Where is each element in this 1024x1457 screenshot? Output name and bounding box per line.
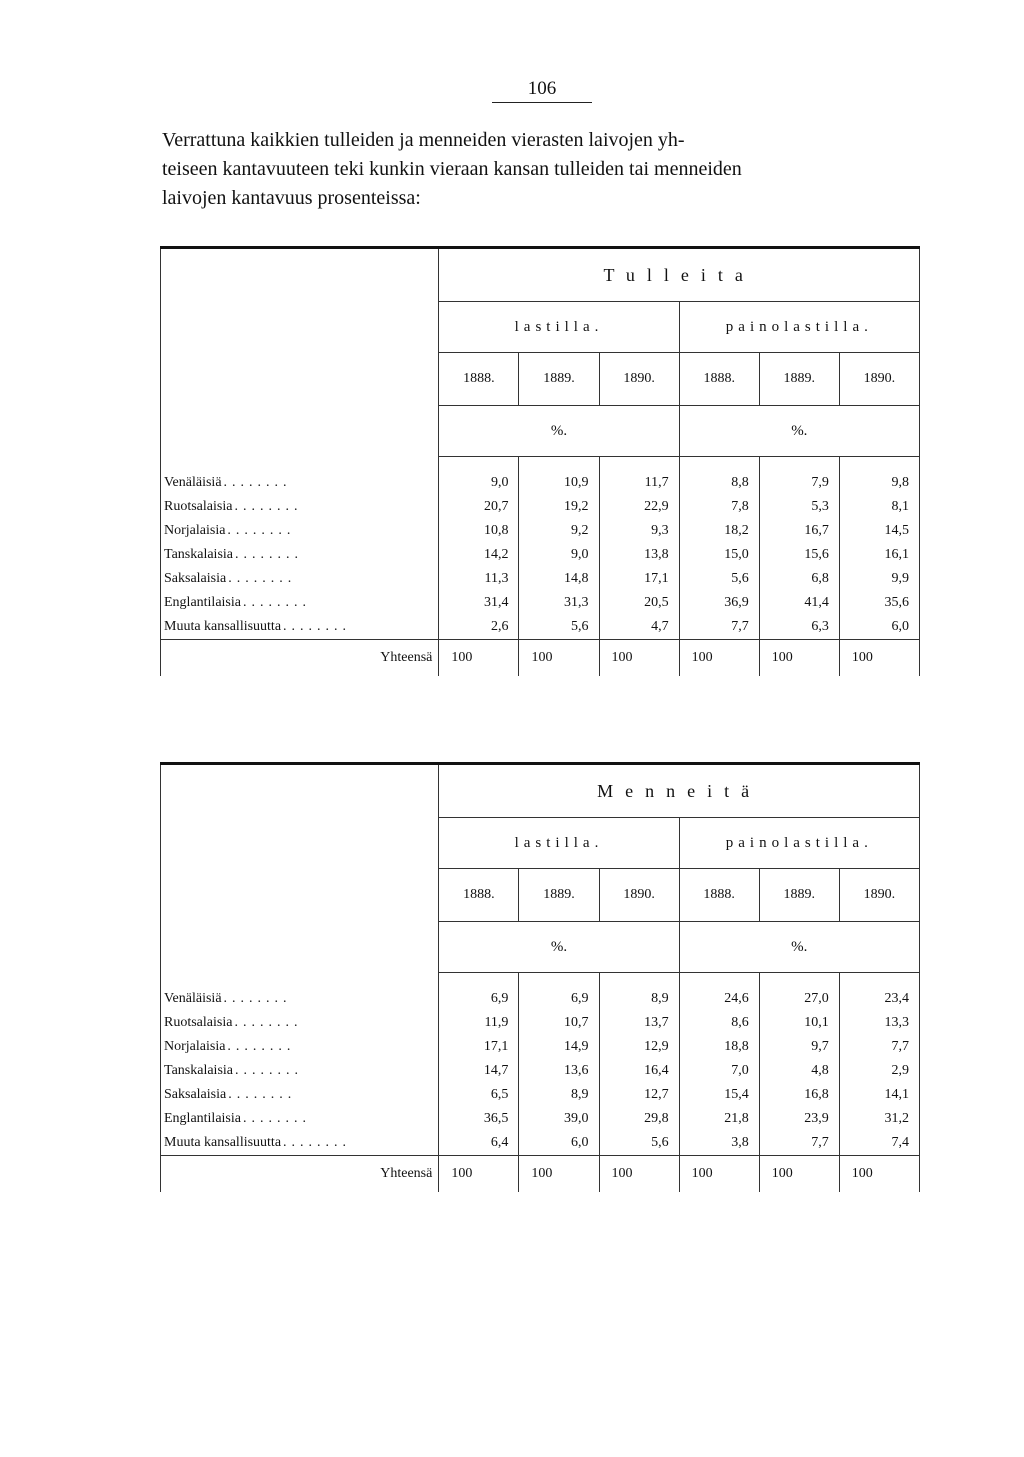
total-value: 100 (759, 1155, 839, 1192)
value-cell: 27,0 (759, 973, 839, 1011)
year-header: 1888. (439, 353, 519, 406)
row-label: Muuta kansallisuutta (164, 618, 282, 634)
value-cell: 14,1 (839, 1083, 919, 1107)
value-cell: 18,2 (679, 519, 759, 543)
table-row (161, 1107, 920, 1131)
value-cell: 6,3 (759, 615, 839, 640)
value-cell: 31,4 (439, 591, 519, 615)
row-label: Englantilaisia (164, 1110, 241, 1126)
table-row (161, 1083, 920, 1107)
value-cell: 17,1 (599, 567, 679, 591)
value-cell: 20,7 (439, 495, 519, 519)
value-cell: 10,1 (759, 1011, 839, 1035)
table-title: Tulleita (439, 248, 920, 302)
value-cell: 36,5 (439, 1107, 519, 1131)
value-cell: 13,6 (519, 1059, 599, 1083)
table-menneita (160, 762, 920, 1192)
value-cell: 9,0 (439, 457, 519, 495)
table-row (161, 457, 920, 495)
value-cell: 39,0 (519, 1107, 599, 1131)
value-cell: 16,1 (839, 543, 919, 567)
leader-dots: ........ (223, 474, 292, 490)
value-cell: 8,1 (839, 495, 919, 519)
value-cell: 18,8 (679, 1035, 759, 1059)
total-label: Yhteensä (161, 1155, 439, 1192)
table-row (161, 1059, 920, 1083)
value-cell: 41,4 (759, 591, 839, 615)
year-header: 1888. (679, 869, 759, 922)
value-cell: 7,8 (679, 495, 759, 519)
row-label-cell (161, 973, 439, 1011)
intro-line-3: laivojen kantavuus prosenteissa: (162, 187, 421, 209)
value-cell: 36,9 (679, 591, 759, 615)
value-cell: 29,8 (599, 1107, 679, 1131)
total-value: 100 (599, 1155, 679, 1192)
value-cell: 5,6 (519, 615, 599, 640)
value-cell: 7,7 (839, 1035, 919, 1059)
value-cell: 14,7 (439, 1059, 519, 1083)
value-cell: 5,6 (599, 1131, 679, 1156)
value-cell: 23,9 (759, 1107, 839, 1131)
value-cell: 15,6 (759, 543, 839, 567)
value-cell: 23,4 (839, 973, 919, 1011)
leader-dots: ........ (283, 1134, 352, 1150)
row-label: Muuta kansallisuutta (164, 1134, 282, 1150)
year-header: 1889. (519, 869, 599, 922)
row-label: Ruotsalaisia (164, 1014, 233, 1030)
leader-dots: ........ (234, 1014, 303, 1030)
row-label: Saksalaisia (164, 1086, 227, 1102)
table-row (161, 1011, 920, 1035)
value-cell: 14,8 (519, 567, 599, 591)
row-label-cell (161, 495, 439, 519)
value-cell: 4,8 (759, 1059, 839, 1083)
value-cell: 6,0 (839, 615, 919, 640)
year-header: 1888. (439, 869, 519, 922)
value-cell: 9,8 (839, 457, 919, 495)
row-label-cell (161, 1083, 439, 1107)
table-tulleita (160, 246, 920, 676)
table-row (161, 615, 920, 640)
total-value: 100 (839, 1155, 919, 1192)
value-cell: 9,3 (599, 519, 679, 543)
value-cell: 2,9 (839, 1059, 919, 1083)
leader-dots: ........ (228, 1086, 297, 1102)
value-cell: 10,8 (439, 519, 519, 543)
value-cell: 6,9 (519, 973, 599, 1011)
total-label: Yhteensä (161, 639, 439, 676)
value-cell: 15,0 (679, 543, 759, 567)
row-label-cell (161, 1107, 439, 1131)
value-cell: 6,5 (439, 1083, 519, 1107)
value-cell: 12,9 (599, 1035, 679, 1059)
value-cell: 7,7 (679, 615, 759, 640)
unit-label-painolastilla: %. (679, 406, 919, 457)
table-row (161, 973, 920, 1011)
row-label: Saksalaisia (164, 570, 227, 586)
value-cell: 11,7 (599, 457, 679, 495)
year-header: 1889. (519, 353, 599, 406)
value-cell: 7,9 (759, 457, 839, 495)
unit-label-lastilla: %. (439, 922, 679, 973)
leader-dots: ........ (228, 570, 297, 586)
value-cell: 3,8 (679, 1131, 759, 1156)
label-column-header (161, 248, 439, 457)
row-label-cell (161, 519, 439, 543)
value-cell: 31,2 (839, 1107, 919, 1131)
value-cell: 9,2 (519, 519, 599, 543)
table-row (161, 495, 920, 519)
table-row (161, 1131, 920, 1156)
row-label: Tanskalaisia (164, 1062, 233, 1078)
row-label-cell (161, 1035, 439, 1059)
row-label-cell (161, 591, 439, 615)
value-cell: 8,9 (519, 1083, 599, 1107)
value-cell: 16,8 (759, 1083, 839, 1107)
year-header: 1888. (679, 353, 759, 406)
value-cell: 6,9 (439, 973, 519, 1011)
value-cell: 6,4 (439, 1131, 519, 1156)
value-cell: 22,9 (599, 495, 679, 519)
leader-dots: ........ (235, 1062, 303, 1078)
total-value: 100 (519, 639, 599, 676)
value-cell: 10,9 (519, 457, 599, 495)
value-cell: 9,0 (519, 543, 599, 567)
row-label-cell (161, 615, 439, 640)
label-column-header (161, 764, 439, 973)
value-cell: 6,0 (519, 1131, 599, 1156)
year-header: 1889. (759, 353, 839, 406)
table-title: Menneitä (439, 764, 920, 818)
value-cell: 19,2 (519, 495, 599, 519)
value-cell: 9,9 (839, 567, 919, 591)
value-cell: 14,2 (439, 543, 519, 567)
leader-dots: ........ (223, 990, 292, 1006)
value-cell: 21,8 (679, 1107, 759, 1131)
intro-line-1: Verrattuna kaikkien tulleiden ja menneiden vierasten laivojen yh- (162, 129, 685, 151)
row-label-cell (161, 543, 439, 567)
group-header-lastilla: lastilla. (439, 302, 679, 353)
value-cell: 17,1 (439, 1035, 519, 1059)
value-cell: 12,7 (599, 1083, 679, 1107)
leader-dots: ........ (242, 1110, 311, 1126)
row-label-cell (161, 1059, 439, 1083)
total-value: 100 (759, 639, 839, 676)
row-label: Venäläisiä (164, 990, 222, 1006)
row-label: Ruotsalaisia (164, 498, 233, 514)
group-header-painolastilla: painolastilla. (679, 818, 919, 869)
total-value: 100 (439, 639, 519, 676)
total-row (161, 1155, 920, 1192)
value-cell: 13,3 (839, 1011, 919, 1035)
value-cell: 4,7 (599, 615, 679, 640)
total-value: 100 (519, 1155, 599, 1192)
page-number-rule (492, 102, 592, 103)
value-cell: 6,8 (759, 567, 839, 591)
year-header: 1890. (599, 353, 679, 406)
value-cell: 24,6 (679, 973, 759, 1011)
value-cell: 5,6 (679, 567, 759, 591)
year-header: 1889. (759, 869, 839, 922)
total-value: 100 (599, 639, 679, 676)
value-cell: 13,8 (599, 543, 679, 567)
value-cell: 2,6 (439, 615, 519, 640)
value-cell: 7,7 (759, 1131, 839, 1156)
value-cell: 14,5 (839, 519, 919, 543)
value-cell: 15,4 (679, 1083, 759, 1107)
value-cell: 11,9 (439, 1011, 519, 1035)
total-value: 100 (679, 1155, 759, 1192)
row-label: Tanskalaisia (164, 546, 233, 562)
total-value: 100 (679, 639, 759, 676)
row-label-cell (161, 1131, 439, 1156)
value-cell: 7,4 (839, 1131, 919, 1156)
total-value: 100 (839, 639, 919, 676)
row-label: Norjalaisia (164, 522, 226, 538)
leader-dots: ........ (234, 498, 303, 514)
unit-label-lastilla: %. (439, 406, 679, 457)
intro-paragraph (162, 126, 922, 213)
value-cell: 7,0 (679, 1059, 759, 1083)
value-cell: 13,7 (599, 1011, 679, 1035)
total-row (161, 639, 920, 676)
group-header-painolastilla: painolastilla. (679, 302, 919, 353)
year-header: 1890. (839, 353, 919, 406)
value-cell: 10,7 (519, 1011, 599, 1035)
leader-dots: ........ (227, 1038, 296, 1054)
value-cell: 31,3 (519, 591, 599, 615)
table-row (161, 519, 920, 543)
row-label-cell (161, 1011, 439, 1035)
unit-label-painolastilla: %. (679, 922, 919, 973)
group-header-lastilla: lastilla. (439, 818, 679, 869)
year-header: 1890. (599, 869, 679, 922)
value-cell: 8,9 (599, 973, 679, 1011)
total-value: 100 (439, 1155, 519, 1192)
value-cell: 14,9 (519, 1035, 599, 1059)
leader-dots: ........ (235, 546, 303, 562)
value-cell: 8,8 (679, 457, 759, 495)
row-label: Englantilaisia (164, 594, 241, 610)
table-row (161, 567, 920, 591)
value-cell: 5,3 (759, 495, 839, 519)
year-header: 1890. (839, 869, 919, 922)
row-label-cell (161, 457, 439, 495)
row-label-cell (161, 567, 439, 591)
page-number: 106 (527, 78, 557, 99)
value-cell: 11,3 (439, 567, 519, 591)
intro-line-2: teiseen kantavuuteen teki kunkin vieraan kansan tulleiden tai menneiden (162, 158, 742, 180)
value-cell: 16,4 (599, 1059, 679, 1083)
leader-dots: ........ (283, 618, 352, 634)
table-row (161, 543, 920, 567)
value-cell: 9,7 (759, 1035, 839, 1059)
value-cell: 20,5 (599, 591, 679, 615)
row-label: Venäläisiä (164, 474, 222, 490)
table-row (161, 1035, 920, 1059)
value-cell: 16,7 (759, 519, 839, 543)
value-cell: 8,6 (679, 1011, 759, 1035)
leader-dots: ........ (242, 594, 311, 610)
table-row (161, 591, 920, 615)
value-cell: 35,6 (839, 591, 919, 615)
leader-dots: ........ (227, 522, 296, 538)
row-label: Norjalaisia (164, 1038, 226, 1054)
